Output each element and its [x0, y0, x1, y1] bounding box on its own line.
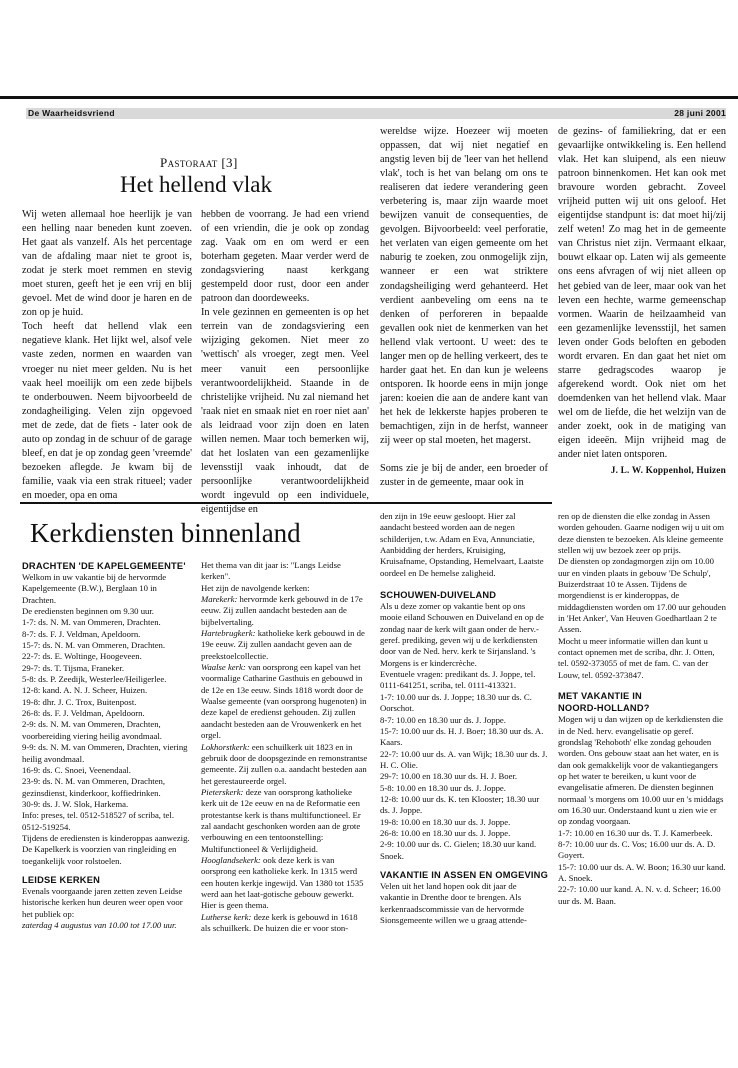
subheading: DRACHTEN 'DE KAPELGEMEENTE'	[22, 561, 186, 571]
article-paragraph: In vele gezinnen en gemeenten is op het terrein van de zondagsviering een wijziging gekomen. Niet meer zo 'wettisch' als vroeger, zegt men. Veel meer vanuit een persoonlijke verantwoordelijkheid. Staande in de christelijke vrijheid. Nu zal niemand het 'raak niet en smaak niet en roer niet aan' als leidraad voor zijn doen en laten willen nemen. Maar toch bemerken wij, dat het loslaten van een gezamenlijke levensstijl vaak inhoudt, dat de persoonlijke verantwoordelijkheid wordt ingevuld op een individuele, eigentijdse en	[201, 307, 369, 515]
kerk-line: 15-7: ds. N. M. van Ommeren, Drachten.	[22, 640, 166, 651]
subheading: MET VAKANTIE IN NOORD-HOLLAND?	[558, 691, 650, 714]
article-title: Het hellend vlak	[120, 172, 273, 197]
masthead-rule	[0, 96, 738, 99]
kerk-line: Evenals voorgaande jaren zetten zeven Leidse historische kerken hun deuren weer open voor het publiek op:	[22, 885, 183, 919]
kerk-line: 19-8: dhr. J. C. Trox, Buitenpost.	[22, 696, 137, 707]
kerk-column-1	[22, 560, 192, 931]
kerk-line-italic: zaterdag 4 augustus van 10.00 tot 17.00 uur.	[22, 919, 177, 930]
church-text: katholieke kerk gebouwd in de 19e eeuw. Zij zullen aandacht geven aan de preekstoelcollectie.	[201, 628, 365, 661]
kerk-line: Als u deze zomer op vakantie bent op ons mooie eiland Schouwen en Duiveland en op de zondag naar de kerk wilt gaan onder de herv.-geref. prediking, geven wij u de kerkdiensten door van de Ned. herv. kerk te Sirjansland. 's Morgens is er kindercrèche.	[380, 601, 544, 668]
kerk-line: 16-9: ds. C. Snoei, Veenendaal.	[22, 764, 131, 775]
kerk-line: 19-8: 10.00 en 18.30 uur ds. J. Joppe.	[380, 816, 511, 827]
article-paragraph: Wij weten allemaal hoe heerlijk je van een helling naar beneden kunt zoeven. Het gaat als vanzelf. Als het percentage van de afdaling maar niet te groot is, zodat je sterk moet remmen en stevig moet sturen, geeft het je een vrij en blij gevoel. Met de wind door je haren en de zon op je huid.	[22, 209, 192, 319]
kerk-line: De diensten op zondagmorgen zijn om 10.00 uur en vinden plaats in gebouw 'De Schulp', Buizerdstraat 10 te Assen. Tijdens de morgendienst is er kinderoppas, de middagdiensten worden om 17.00 uur gehouden in 'Het Anker', Van Heuven Goedhartlaan 2 te Assen.	[558, 556, 726, 635]
kerk-column-3	[380, 511, 548, 926]
church-label: Hooglandsekerk:	[201, 854, 261, 865]
kerk-line: 29-7: ds. T. Tijsma, Franeker.	[22, 662, 124, 673]
kerk-line: 12-8: kand. A. N. J. Scheer, Huizen.	[22, 685, 148, 696]
subheading: LEIDSE KERKEN	[22, 874, 101, 885]
article-column-2	[201, 208, 369, 517]
church-label: Pieterskerk:	[201, 786, 244, 797]
church-item	[201, 787, 369, 855]
church-label: Lokhorstkerk:	[201, 741, 250, 752]
church-label: Waalse kerk:	[201, 662, 246, 673]
church-text: ook deze kerk is van oorsprong een katholieke kerk. In 1315 werd een houten kerkje ingewijd. Van 1380 tot 1535 werd aan het laat-gotische gebouw gewerkt. Hier is geen thema.	[201, 854, 364, 911]
kerk-line: 2-9: ds. N. M. van Ommeren, Drachten, voorbereiding viering heilig avondmaal.	[22, 719, 162, 741]
masthead-name: De Waarheidsvriend	[28, 108, 115, 118]
kerk-line: 1-7: 10.00 uur ds. J. Joppe; 18.30 uur ds. C. Oorschot.	[380, 691, 532, 714]
church-item	[201, 662, 369, 741]
church-label: Hartebrugkerk:	[201, 628, 256, 639]
church-text: van oorsprong een kapel van het voormalige Catharine Gasthuis en gebouwd in de 12e en 13e eeuw. Sinds 1818 wordt door de Waalse gemeente (van oorsprong hugenoten) in deze kapel de eredienst gehouden. Zij zullen aandacht besteden aan de Vrouwenkerk en het orgel.	[201, 662, 367, 741]
article-column-1	[22, 208, 192, 503]
kerk-line: 15-7: 10.00 uur ds. H. J. Boer; 18.30 uur ds. A. Kaars.	[380, 725, 544, 748]
kerk-column-2	[201, 560, 369, 934]
kerk-text: Het thema van dit jaar is: "Langs Leidse kerken".	[201, 560, 341, 582]
kerk-line: Mocht u meer informatie willen dan kunt u contact opnemen met de scriba, dhr. J. Otten, tel. 0592-373055 of met de fam. C. van der Louw, tel. 0592-373847.	[558, 635, 715, 680]
kerk-line: 1-7: 10.00 en 16.30 uur ds. T. J. Kamerbeek.	[558, 827, 713, 838]
kerk-line: 26-8: ds. F. J. Veldman, Apeldoorn.	[22, 708, 145, 719]
kerk-line: 29-7: 10.00 en 18.30 uur ds. H. J. Boer.	[380, 771, 518, 782]
church-label: Lutherse kerk:	[201, 911, 252, 922]
kerk-line: Welkom in uw vakantie bij de hervormde Kapelgemeente (B.W.), Berglaan 10 in Drachten.	[22, 572, 167, 605]
subheading: VAKANTIE IN ASSEN EN OMGEVING	[380, 869, 548, 880]
church-item	[201, 594, 369, 628]
kerk-line: 9-9: ds. N. M. van Ommeren, Drachten, viering heilig avondmaal.	[22, 742, 188, 764]
kerk-line: 5-8: 10.00 en 18.30 uur ds. J. Joppe.	[380, 782, 506, 793]
kerk-line: Info: preses, tel. 0512-518527 of scriba, tel. 0512-519254.	[22, 810, 174, 832]
article-column-4	[558, 125, 726, 478]
kerk-line: 8-7: 10.00 uur ds. C. Vos; 16.00 uur ds. A. D. Goyert.	[558, 838, 716, 861]
kerk-line: 22-7: ds. E. Woltinge, Hoogeveen.	[22, 651, 142, 662]
kerk-line: den zijn in 19e eeuw gesloopt. Hier zal aandacht besteed worden aan de negen schilderijen, t.w. Adam en Eva, Annunciatie, Aanbidding der herders, Kruisiging, Kruisafname, Opstanding, Hemelvaart, Laatste oordeel en De hemelse zaligheid.	[380, 511, 544, 578]
masthead-date: 28 juni 2001	[674, 108, 726, 118]
kerk-line: 15-7: 10.00 uur ds. A. W. Boon; 16.30 uur kand. A. Snoek.	[558, 861, 726, 883]
kerk-line: Mogen wij u dan wijzen op de kerkdiensten die in de Ned. herv. evangelisatie op geref. grondslag 'Rehoboth' elke zondag gehouden worden. Ons gebouw staat aan het water, en is dan ook gemakkelijk voor de vakantiegangers op het water te bereiken, u kunt voor de evangelisatie afmeren. De diensten beginnen normaal 's morgens om 10.00 uur en 's middags om 16.30 uur. Onderstaand kunt u zien wie er op zondag voorgaan.	[558, 714, 724, 827]
church-text: deze kerk is gebouwd in 1618 als schuilkerk. De huizen die er voor ston-	[201, 911, 358, 933]
article-paragraph: wereldse wijze. Hoezeer wij moeten oppassen, dat wij niet negatief en angstig leven bij de 'leer van het hellend vlak', toch is het van belang om ons te realiseren dat iedere verandering geen verbetering is, maar zijn waarde moet bewijzen vanuit de consequenties, de gevolgen. Bijvoorbeeld: veel perforatie, het verlaten van eigen gemeente om het naburig te zoeken, zou onmogelijk zijn, wanneer er een wat striktere zondagsheiliging werd gehanteerd. Het verdient aanbeveling om eens na te denken of perforeren in bepaalde gevallen ook niet de kenmerken van het hellend vlak vertoont. U weet: des te langer men op de helling verkeert, des te harder gaat het. En dan kun je weleens ontsporen. Ik hoorde eens in mijn jonge jaren: koeien die aan de andere kant van het hek de lekkerste hapjes proberen te bemachtigen, zijn in de herfst, wanneer zij weer op stal moeten, het magerst.	[380, 126, 548, 447]
church-text: deze van oorsprong katholieke kerk uit de 12e eeuw en na de Reformatie een protestantse kerk is thans multifunctioneel. Er zal aandacht geschonken worden aan de grote verbouwing en een tentoonstelling: Multifunctioneel & Verlijdigheid.	[201, 786, 361, 854]
subheading: SCHOUWEN-DUIVELAND	[380, 590, 497, 601]
kerk-line: 8-7: ds. F. J. Veldman, Apeldoorn.	[22, 628, 141, 639]
church-text: een schuilkerk uit 1823 en in gebruik door de doopsgezinde en remonstrantse gemeente. Zij zullen o.a. aandacht besteden aan het gerestaureerde orgel.	[201, 741, 368, 786]
kerk-line: ren op de diensten die elke zondag in Assen worden gehouden. Gaarne nodigen wij u uit om deze diensten te bezoeken. Als kleine gemeente stellen wij uw bezoek zeer op prijs.	[558, 511, 724, 556]
kerk-line: 12-8: 10.00 uur ds. K. ten Klooster; 18.30 uur ds. J. Joppe.	[380, 793, 540, 816]
kerk-line: Het zijn de navolgende kerken:	[201, 582, 310, 593]
church-label: Marekerk:	[201, 594, 238, 605]
kerk-line: 26-8: 10.00 en 18.30 uur ds. J. Joppe.	[380, 827, 511, 838]
article-paragraph: hebben de voorrang. Je had een vriend of een vriendin, die je ook op zondag zag. Vaak om en om werd er een boterham gegeten. Maar verder werd de zondagsviering naast kerkgang gestempeld door rust, door een ander patroon dan doordeweeks.	[201, 209, 369, 305]
kerk-line: 22-7: 10.00 uur ds. A. van Wijk; 18.30 uur ds. J. H. C. Olie.	[380, 748, 548, 770]
article-signature: J. L. W. Koppenhol, Huizen	[610, 466, 726, 477]
kerk-line: 30-9: ds. J. W. Slok, Harkema.	[22, 798, 129, 809]
article-paragraph: Toch heeft dat hellend vlak een negatieve klank. Het lijkt wel, alsof vele vaste zeden, normen en waarden van vroeger nu niet meer gelden. Nu is het vaak heel moeilijk om een zede bijbels te onderbouwen. Neem bijvoorbeeld de zondagheiliging. Velen zijn opgevoed met de zede, dat de fiets - later ook de auto op zondag in de schuur of de garage bleef, en dat je op zondag geen 'vreemde' bezoeken aflegde. Je kwam bij de familie, vaak via een strak ritueel; vader en moeder, opa en oma	[22, 321, 192, 501]
kerk-line: 1-7: ds. N. M. van Ommeren, Drachten.	[22, 617, 161, 628]
kerk-line: De erediensten beginnen om 9.30 uur.	[22, 606, 154, 617]
kerk-line	[201, 560, 369, 583]
church-item	[201, 855, 369, 912]
kerk-line: 2-9: 10.00 uur ds. C. Gielen; 18.30 uur kand. Snoek.	[380, 839, 537, 861]
church-item	[201, 912, 369, 935]
article-kicker: Pastoraat [3]	[160, 155, 238, 170]
kerk-line: Tijdens de erediensten is kinderoppas aanwezig. De Kapelkerk is voorzien van ringleiding en toegankelijk voor rolstoelen.	[22, 832, 190, 866]
kerk-column-4	[558, 511, 726, 907]
kerk-line: Velen uit het land hopen ook dit jaar de vakantie in Drenthe door te brengen. Als kerkenraadscommissie van de hervormde Sionsgemeente willen we u graag attende-	[380, 880, 527, 925]
church-text: hervormde kerk gebouwd in de 17e eeuw. Zij zullen aandacht besteden aan de bijbelvertaling.	[201, 594, 363, 627]
masthead-band	[26, 108, 726, 119]
article-paragraph: de gezins- of familiekring, dat er een gevaarlijke ontwikkeling is. Een hellend vlak. Het kan sluipend, als een nieuw patroon binnenkomen. Het kan ook met bravoure worden gebracht. Zoveel vrijheid putten wij uit ons geloof. Het eigentijdse standpunt is: dat moet hij/zij zelf weten! Zo mag het in de gemeente van Christus niet zijn. Vermaant elkaar, bouwt elkaar op. Laten wij als gemeente ons eens afvragen of wij niet alleen op het gebied van de leer, maar ook van het leven een hechte, warme gemeenschap vormen. Waarin de heilzaamheid van een gezamenlijke levensstijl, het samen leven onder Gods beloften en geboden wordt ervaren. En dan gaat het niet om starre gedragscodes waarop je afgerekend wordt. Ook niet om het doemdenken van het hellend vlak. Maar wel om de liefde, die het welzijn van de ander zoekt, ook in de matiging van eigen ideeën. Mijn vrijheid mag de ander niet laten ontsporen.	[558, 126, 726, 461]
church-item	[201, 628, 369, 662]
article-column-3	[380, 125, 548, 490]
kerk-line: 23-9: ds. N. M. van Ommeren, Drachten, gezinsdienst, kinderkoor, koffiedrinken.	[22, 776, 166, 798]
church-item	[201, 742, 369, 787]
kerk-line: Eventuele vragen: predikant ds. J. Joppe, tel. 0111-641251, scriba, tel. 0111-413321.	[380, 669, 536, 691]
kerk-line: 8-7: 10.00 en 18.30 uur ds. J. Joppe.	[380, 714, 506, 725]
article-paragraph: Soms zie je bij de ander, een broeder of zuster in de gemeente, maar ook in	[380, 463, 548, 489]
section-divider	[20, 502, 552, 504]
kerk-line: 22-7: 10.00 uur kand. A. N. v. d. Scheer; 16.00 uur ds. M. Baan.	[558, 884, 721, 906]
kerk-line: 5-8: ds. P. Zeedijk, Westerlee/Heiligerlee.	[22, 674, 167, 685]
section-title: Kerkdiensten binnenland	[30, 518, 301, 548]
